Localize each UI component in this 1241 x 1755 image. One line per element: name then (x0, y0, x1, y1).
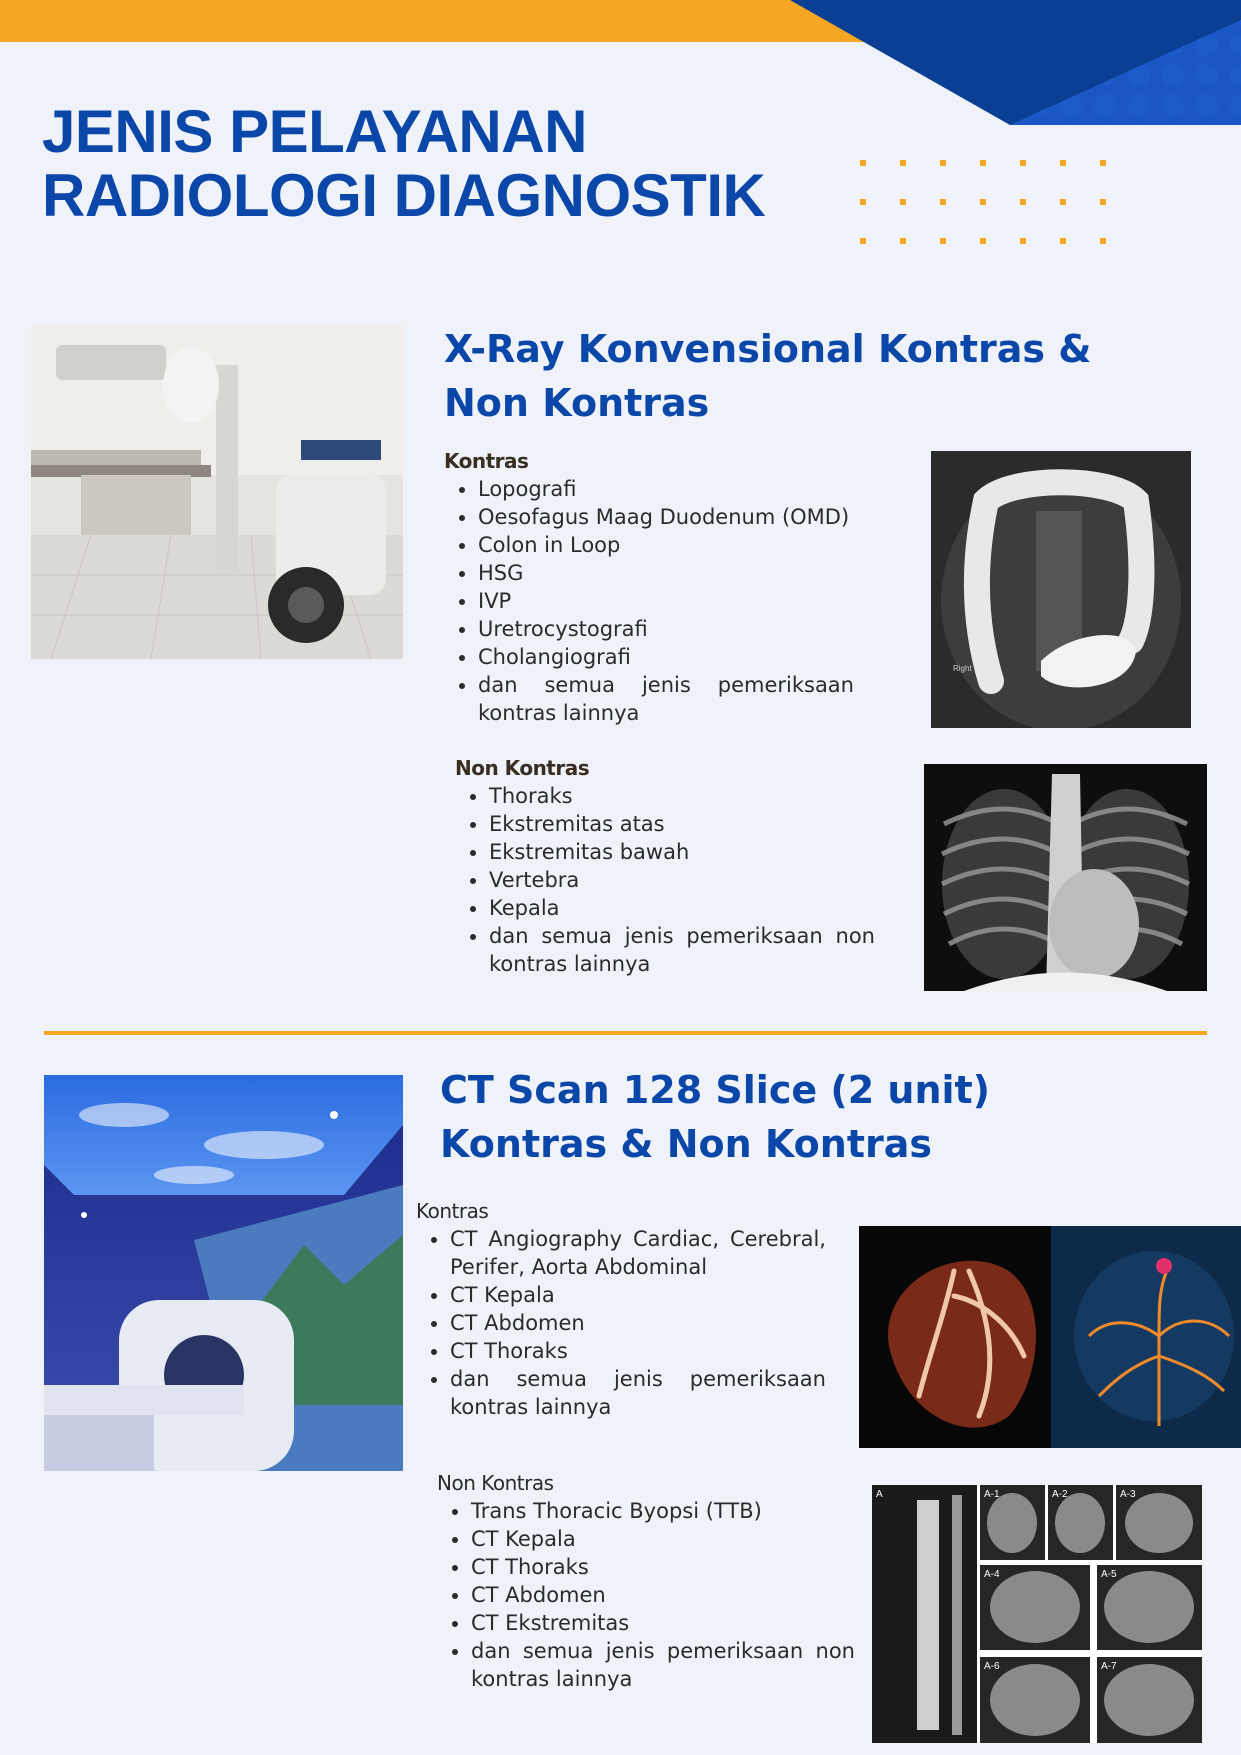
decorative-dot (1100, 199, 1106, 205)
panel-label: A-1 (984, 1489, 1000, 1500)
decorative-dot (1100, 238, 1106, 244)
panel-label: A-2 (1052, 1489, 1068, 1500)
list-item: • dan semua jenis pemeriksaan non kontras lainnya (489, 922, 875, 978)
list-item: • Ekstremitas bawah (489, 838, 875, 866)
xray-title-line1: X-Ray Konvensional Kontras & (444, 327, 1092, 371)
ct-kontras-list (416, 1197, 826, 1421)
decorative-dot (1020, 238, 1026, 244)
panel-label: A-7 (1101, 1661, 1117, 1672)
chest-xray-image (924, 764, 1207, 991)
xray-image-label: Right (953, 664, 972, 673)
panel-label: A-6 (984, 1661, 1000, 1672)
list-item: • dan semua jenis pemeriksaan non kontras lainnya (471, 1637, 855, 1693)
ct-angiography-image (859, 1226, 1241, 1448)
list-item: • Thoraks (489, 782, 875, 810)
list-item: • Oesofagus Maag Duodenum (OMD) (478, 503, 854, 531)
list-item: • Kepala (489, 894, 875, 922)
ct-room-photo (44, 1075, 403, 1471)
xray-title-line2: Non Kontras (444, 381, 710, 425)
decorative-dot (1020, 199, 1026, 205)
page-title (42, 100, 765, 228)
list-item: • Colon in Loop (478, 531, 854, 559)
decorative-dot (940, 238, 946, 244)
panel-label: A-3 (1120, 1489, 1136, 1500)
decorative-dot (900, 160, 906, 166)
list-item: • CT Kepala (450, 1281, 826, 1309)
list-item: • IVP (478, 587, 854, 615)
ct-panels-image (872, 1485, 1202, 1743)
xray-non-kontras-list (455, 754, 875, 978)
list-item: • CT Thoraks (471, 1553, 855, 1581)
decorative-dot (980, 238, 986, 244)
decorative-dot (1060, 160, 1066, 166)
decorative-dot (940, 199, 946, 205)
list-item: • dan semua jenis pemeriksaan kontras lainnya (478, 671, 854, 727)
list-item: • Cholangiografi (478, 643, 854, 671)
decorative-dot (860, 199, 866, 205)
panel-label: A-4 (984, 1569, 1000, 1580)
section-divider (44, 1031, 1207, 1035)
list-item: • CT Abdomen (450, 1309, 826, 1337)
ct-title-line1: CT Scan 128 Slice (2 unit) (440, 1068, 991, 1112)
decorative-dot (900, 199, 906, 205)
list-item: • CT Thoraks (450, 1337, 826, 1365)
list-item: • Ekstremitas atas (489, 810, 875, 838)
page-title-line1: JENIS PELAYANAN (42, 98, 587, 165)
ct-non-kontras-heading: Non Kontras (437, 1471, 554, 1495)
decorative-dot (900, 238, 906, 244)
decorative-dot (1060, 238, 1066, 244)
ct-title-line2: Kontras & Non Kontras (440, 1122, 932, 1166)
list-item: • CT Kepala (471, 1525, 855, 1553)
list-item: • CT Angiography Cardiac, Cerebral, Perifer, Aorta Abdominal (450, 1225, 826, 1281)
list-item: • Uretrocystografi (478, 615, 854, 643)
xray-non-kontras-heading: Non Kontras (455, 756, 590, 780)
list-item: • dan semua jenis pemeriksaan kontras lainnya (450, 1365, 826, 1421)
ct-kontras-heading: Kontras (416, 1199, 489, 1223)
page-title-line2: RADIOLOGI DIAGNOSTIK (42, 162, 766, 229)
decorative-dot (1100, 160, 1106, 166)
panel-label: A-5 (1101, 1569, 1117, 1580)
list-item: • CT Ekstremitas (471, 1609, 855, 1637)
list-item: • HSG (478, 559, 854, 587)
decorative-dot (1020, 160, 1026, 166)
decorative-dot (860, 160, 866, 166)
decorative-dot (980, 160, 986, 166)
decorative-dot (980, 199, 986, 205)
list-item: • Vertebra (489, 866, 875, 894)
xray-room-photo (31, 325, 403, 659)
xray-kontras-list (444, 447, 854, 727)
decorative-dots (860, 160, 1120, 250)
panel-label: A (876, 1489, 883, 1500)
decorative-dot (1060, 199, 1066, 205)
decorative-dot (860, 238, 866, 244)
ct-section-title (440, 1063, 990, 1171)
list-item: • Trans Thoracic Byopsi (TTB) (471, 1497, 855, 1525)
barium-xray-image (931, 451, 1191, 728)
xray-section-title (444, 322, 1091, 430)
list-item: • Lopografi (478, 475, 854, 503)
decorative-dot (940, 160, 946, 166)
xray-kontras-heading: Kontras (444, 449, 529, 473)
ct-non-kontras-list (437, 1469, 855, 1693)
list-item: • CT Abdomen (471, 1581, 855, 1609)
